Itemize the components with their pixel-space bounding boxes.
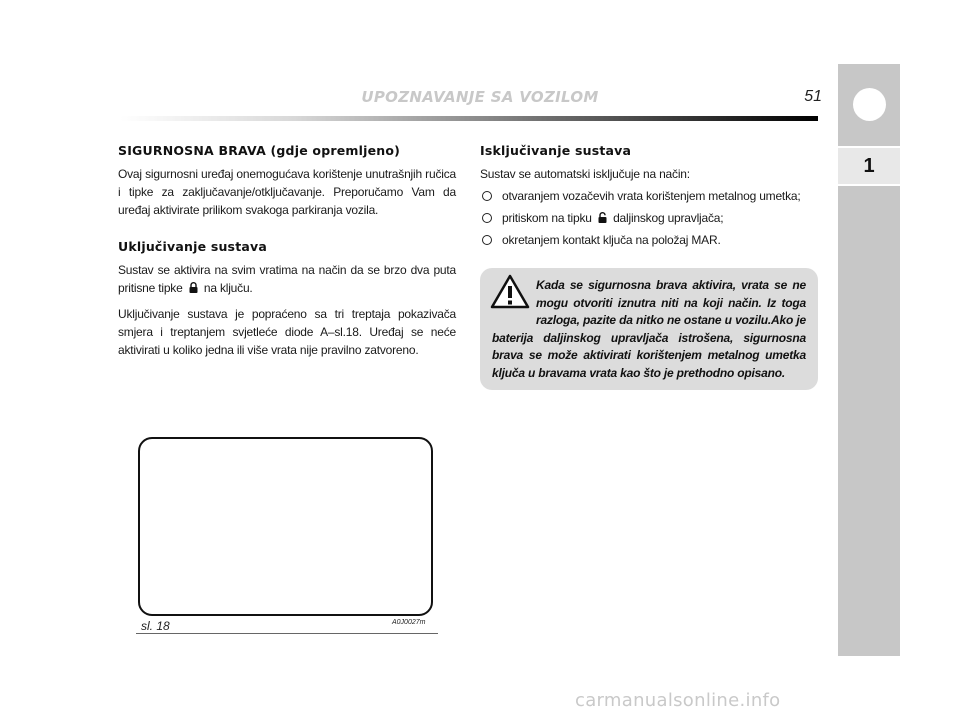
chapter-circle-marker — [853, 88, 886, 121]
warning-text: Kada se sigurnosna brava aktivira, vrata se ne mogu otvoriti iznutra niti na koji način. Iz toga razloga, pazite da nitko ne ostane u vozilu.Ako je baterija daljinskog upravljača istrošena, sigurnosna brava se može aktivirati korištenjem metalnog umetka ključa u bravama vrata kao što je prethodno opisano. — [492, 278, 806, 380]
watermark: carmanualsonline.info — [575, 690, 781, 711]
section-heading-security-lock: SIGURNOSNA BRAVA (gdje opremljeno) — [118, 143, 401, 158]
left-text-column — [118, 143, 456, 367]
page-number: 51 — [804, 88, 822, 105]
unlock-icon — [598, 212, 607, 223]
bullet-text-before: pritiskom na tipku — [502, 211, 592, 225]
page-header-title: UPOZNAVANJE SA VOZILOM — [361, 88, 599, 106]
right-text-column — [480, 143, 818, 251]
figure-underline — [136, 633, 438, 634]
list-item — [480, 207, 818, 229]
disable-paragraph: Sustav se automatski isključuje na način: — [480, 167, 690, 181]
enable-paragraph — [118, 261, 456, 297]
bullet-text-after: daljinskog upravljača; — [613, 211, 724, 225]
bullet-text: otvaranjem vozačevih vrata korištenjem metalnog umetka; — [502, 189, 801, 203]
figure-caption: sl. 18 — [141, 619, 170, 633]
enable-text-after: na ključu. — [203, 281, 253, 295]
subheading-enable: Uključivanje sustava — [118, 239, 267, 254]
disable-methods-list — [480, 185, 818, 251]
subheading-disable: Isključivanje sustava — [480, 143, 632, 158]
bullet-circle-icon — [482, 213, 492, 223]
list-item — [480, 229, 818, 251]
header-divider — [120, 116, 818, 121]
enable-text-before: Sustav se aktivira na svim vratima na način da se brzo dva puta pritisne tipke — [118, 263, 456, 295]
figure-sl18-frame — [138, 437, 433, 616]
chapter-number-tab[interactable]: 1 — [838, 146, 900, 186]
lock-icon — [189, 282, 198, 293]
warning-callout — [480, 268, 818, 390]
bullet-circle-icon — [482, 235, 492, 245]
confirm-paragraph: Uključivanje sustava je popraćeno sa tri treptaja pokazivača smjera i treptanjem svjetleće diode A–sl.18. Uređaj se neće aktivirati u koliko jedna ili više vrata nije pravilno zatvoreno. — [118, 307, 456, 357]
bullet-text: okretanjem kontakt ključa na položaj MAR. — [502, 233, 721, 247]
warning-triangle-icon — [490, 274, 530, 310]
list-item — [480, 185, 818, 207]
warning-text-block — [492, 277, 806, 382]
intro-paragraph: Ovaj sigurnosni uređaj onemogućava korištenje unutrašnjih ručica i tipke za zaključavanje/otključavanje. Preporučamo Vam da uređaj aktivirate prilikom svakoga parkiranja vozila. — [118, 167, 456, 217]
bullet-circle-icon — [482, 191, 492, 201]
figure-code: A0J0027m — [392, 619, 426, 626]
